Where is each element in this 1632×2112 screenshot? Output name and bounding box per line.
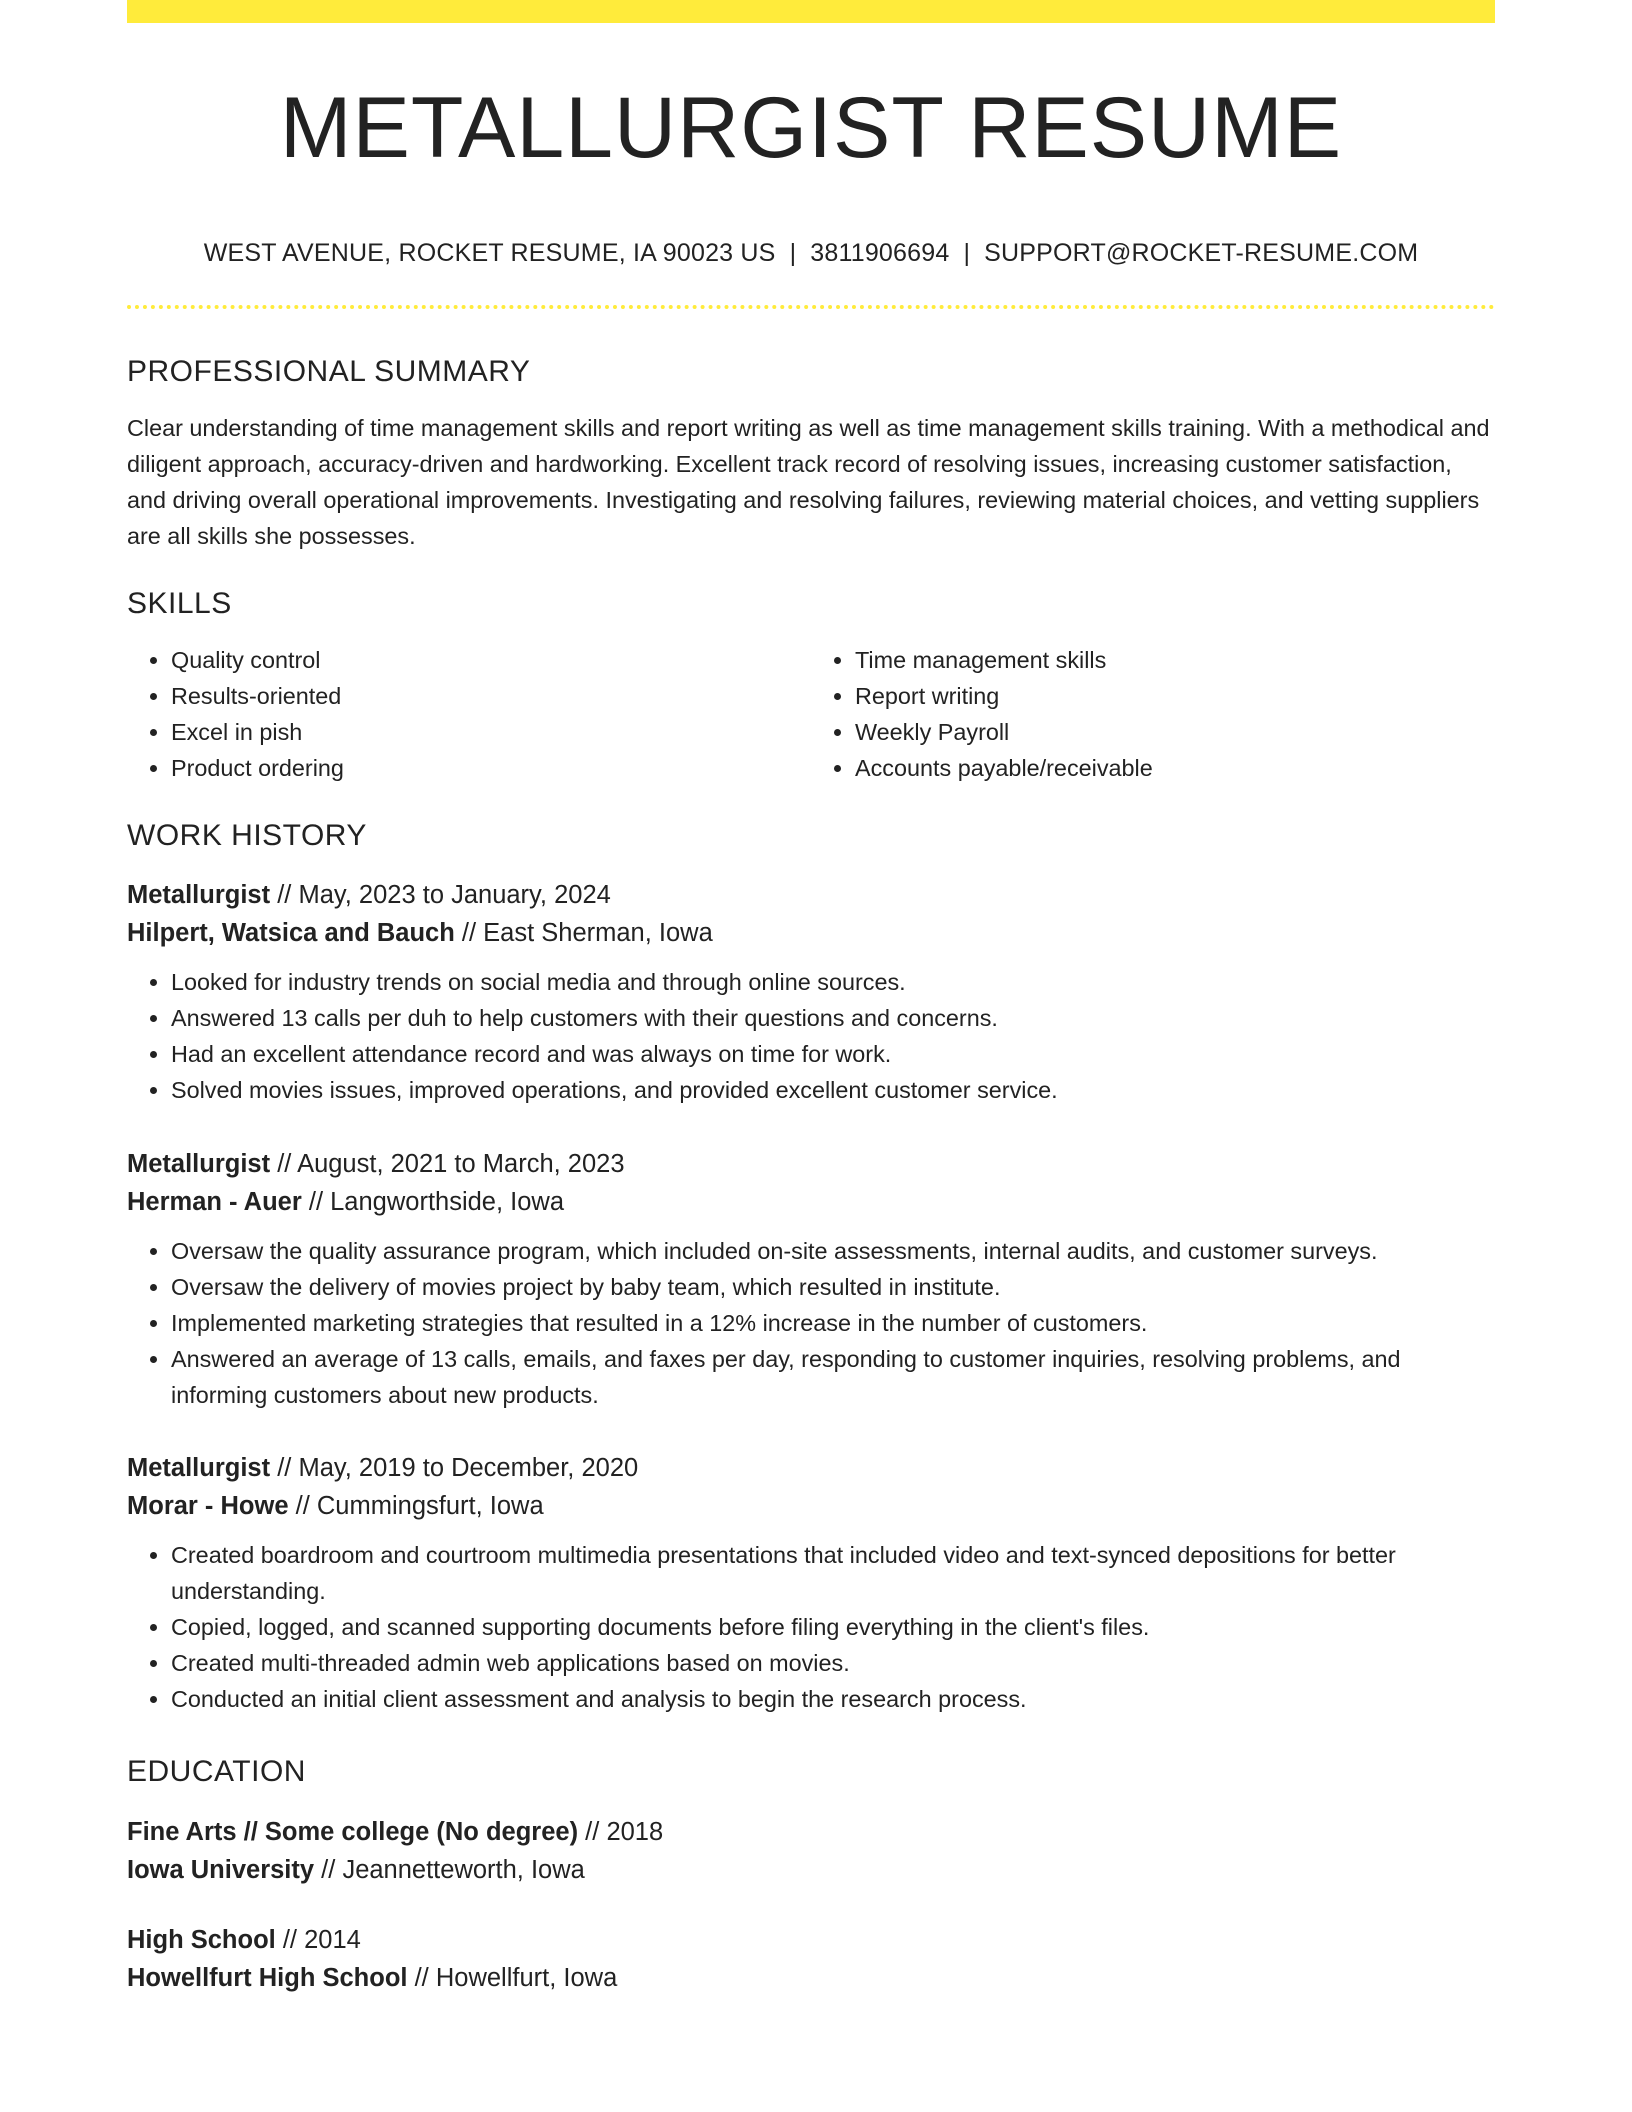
- top-accent-bar: [127, 0, 1495, 23]
- skill-item: • Excel in pish: [171, 714, 811, 750]
- education-year: 2018: [606, 1818, 664, 1846]
- summary-section: [127, 352, 1495, 554]
- education-degree: Fine Arts // Some college (No degree): [127, 1818, 579, 1846]
- delimiter: //: [277, 1150, 292, 1178]
- job-entry: [127, 1449, 1495, 1717]
- dotted-divider: [127, 305, 1495, 309]
- job-location: Cummingsfurt, Iowa: [316, 1492, 544, 1520]
- contact-separator: |: [789, 239, 797, 267]
- skills-section: [127, 584, 1495, 786]
- skills-list-right: [811, 642, 1495, 786]
- delimiter: //: [321, 1856, 336, 1884]
- job-company-line: [127, 914, 1495, 952]
- job-bullet: • Solved movies issues, improved operations, and provided excellent customer service.: [171, 1072, 1495, 1108]
- contact-phone: 3811906694: [810, 239, 950, 267]
- work-history-heading-wrap: [127, 816, 1495, 856]
- education-heading: EDUCATION: [127, 1755, 306, 1788]
- education-school-line: [127, 1959, 1495, 1997]
- delimiter: //: [277, 1454, 292, 1482]
- job-company: Morar - Howe: [127, 1492, 289, 1520]
- job-dates: May, 2019 to December, 2020: [298, 1454, 639, 1482]
- job-location: Langworthside, Iowa: [330, 1188, 565, 1216]
- delimiter: //: [295, 1492, 310, 1520]
- job-dates: May, 2023 to January, 2024: [298, 881, 611, 909]
- job-title-line: [127, 1145, 1495, 1183]
- job-bullet: • Conducted an initial client assessment and analysis to begin the research process.: [171, 1681, 1495, 1717]
- delimiter: //: [585, 1818, 600, 1846]
- education-heading-wrap: [127, 1752, 1495, 1792]
- job-title: Metallurgist: [127, 1454, 271, 1482]
- job-bullet: • Created boardroom and courtroom multimedia presentations that included video and text-synced depositions for better understanding.: [171, 1537, 1495, 1609]
- page-title: METALLURGIST RESUME: [279, 80, 1343, 176]
- skill-item: • Results-oriented: [171, 678, 811, 714]
- delimiter: //: [308, 1188, 324, 1216]
- delimiter: //: [461, 919, 477, 947]
- education-school-line: [127, 1851, 1495, 1889]
- job-company: Hilpert, Watsica and Bauch: [127, 919, 455, 947]
- job-bullet: • Answered 13 calls per duh to help customers with their questions and concerns.: [171, 1000, 1495, 1036]
- job-bullet: • Implemented marketing strategies that resulted in a 12% increase in the number of customers.: [171, 1305, 1495, 1341]
- contact-line: [127, 236, 1495, 270]
- job-entry: [127, 876, 1495, 1108]
- work-history-heading: WORK HISTORY: [127, 819, 367, 852]
- job-company-line: [127, 1183, 1495, 1221]
- job-bullet: • Created multi-threaded admin web applications based on movies.: [171, 1645, 1495, 1681]
- education-degree: High School: [127, 1926, 276, 1954]
- skill-item: • Time management skills: [855, 642, 1495, 678]
- job-company-line: [127, 1487, 1495, 1525]
- contact-separator: |: [963, 239, 971, 267]
- job-bullets: [127, 1537, 1495, 1717]
- job-bullet: • Copied, logged, and scanned supporting documents before filing everything in the client's files.: [171, 1609, 1495, 1645]
- job-title: Metallurgist: [127, 881, 271, 909]
- job-bullet: • Had an excellent attendance record and was always on time for work.: [171, 1036, 1495, 1072]
- education-location: Jeannetteworth, Iowa: [342, 1856, 585, 1884]
- contact-email: SUPPORT@ROCKET-RESUME.COM: [984, 239, 1419, 267]
- skill-item: • Report writing: [855, 678, 1495, 714]
- summary-heading: PROFESSIONAL SUMMARY: [127, 355, 531, 388]
- job-location: East Sherman, Iowa: [483, 919, 713, 947]
- delimiter: //: [282, 1926, 298, 1954]
- education-entry: [127, 1813, 1495, 1889]
- job-bullet: • Looked for industry trends on social media and through online sources.: [171, 964, 1495, 1000]
- job-title-line: [127, 876, 1495, 914]
- job-company: Herman - Auer: [127, 1188, 302, 1216]
- skills-heading: SKILLS: [127, 587, 232, 620]
- job-title-line: [127, 1449, 1495, 1487]
- education-degree-line: [127, 1921, 1495, 1959]
- education-degree-line: [127, 1813, 1495, 1851]
- job-bullets: [127, 964, 1495, 1108]
- delimiter: //: [414, 1964, 429, 1992]
- skills-list-left: [127, 642, 811, 786]
- job-bullets: [127, 1233, 1495, 1413]
- contact-address: WEST AVENUE, ROCKET RESUME, IA 90023 US: [203, 239, 776, 267]
- job-entry: [127, 1145, 1495, 1413]
- skills-columns: [127, 642, 1495, 786]
- job-title: Metallurgist: [127, 1150, 271, 1178]
- delimiter: //: [277, 881, 292, 909]
- job-bullet: • Oversaw the quality assurance program, which included on-site assessments, internal audits, and customer surveys.: [171, 1233, 1495, 1269]
- skill-item: • Accounts payable/receivable: [855, 750, 1495, 786]
- job-dates: August, 2021 to March, 2023: [297, 1150, 625, 1178]
- education-location: Howellfurt, Iowa: [435, 1964, 618, 1992]
- skill-item: • Quality control: [171, 642, 811, 678]
- job-bullet: • Answered an average of 13 calls, emails, and faxes per day, responding to customer inquiries, resolving problems, and informing customers about new products.: [171, 1341, 1495, 1413]
- job-bullet: • Oversaw the delivery of movies project by baby team, which resulted in institute.: [171, 1269, 1495, 1305]
- education-year: 2014: [304, 1926, 361, 1954]
- skill-item: • Weekly Payroll: [855, 714, 1495, 750]
- summary-text: Clear understanding of time management skills and report writing as well as time management skills training. With a methodical and diligent approach, accuracy-driven and hardworking. Excellent track record of resolving issues, increasing customer satisfaction, and driving overall operational improvements. Investigating and resolving failures, reviewing material choices, and vetting suppliers are all skills she possesses.: [127, 415, 1490, 549]
- education-school: Iowa University: [127, 1856, 315, 1884]
- skill-item: • Product ordering: [171, 750, 811, 786]
- education-school: Howellfurt High School: [127, 1964, 408, 1992]
- education-entry: [127, 1921, 1495, 1997]
